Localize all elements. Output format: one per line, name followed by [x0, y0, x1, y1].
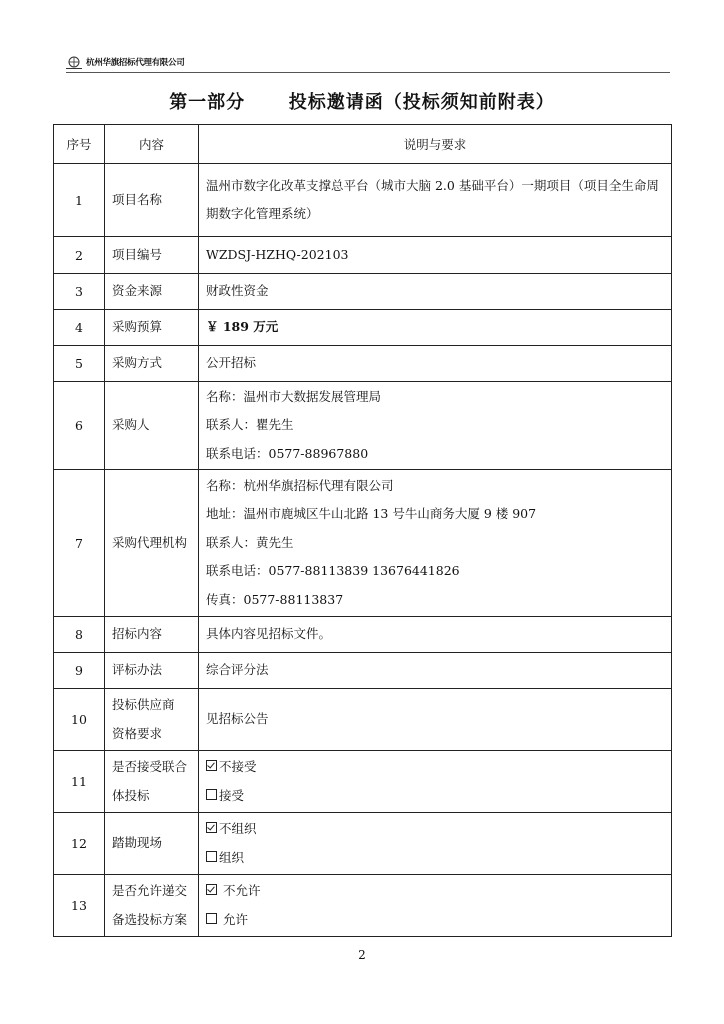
table-row	[54, 689, 672, 751]
page-title: 第一部分 投标邀请函（投标须知前附表）	[169, 92, 555, 113]
row-item-name	[105, 164, 199, 237]
column-header-content: 内容	[105, 125, 199, 164]
description-line: 综合评分法	[206, 662, 269, 678]
table-header-row	[54, 125, 672, 164]
item-name-line: 资格要求	[112, 725, 163, 741]
option-label: 不接受	[219, 759, 257, 774]
item-name-line: 是否接受联合	[112, 759, 188, 774]
checked-box-icon	[206, 822, 217, 833]
row-description	[199, 617, 672, 653]
description-line: 温州市数字化改革支撑总平台（城市大脑 2.0 基础平台）一期项目（项目全生命周期数字化管理系统）	[206, 178, 659, 221]
item-name-line: 采购预算	[112, 319, 163, 335]
description-line: 财政性资金	[206, 283, 269, 299]
description-line: 具体内容见招标文件。	[206, 626, 332, 642]
table-row	[54, 382, 672, 470]
option-line	[206, 877, 664, 906]
row-description	[199, 237, 672, 274]
unchecked-box-icon	[206, 789, 217, 800]
row-number: 9	[54, 653, 105, 689]
item-name-line: 踏勘现场	[112, 835, 163, 851]
item-name-line: 是否允许递交	[112, 883, 188, 898]
table-row	[54, 164, 672, 237]
table-row	[54, 813, 672, 875]
item-name-line: 项目编号	[112, 246, 163, 262]
option-line	[206, 753, 664, 782]
row-description	[199, 813, 672, 875]
option-line	[206, 906, 664, 935]
row-item-name	[105, 310, 199, 346]
table-row	[54, 751, 672, 813]
item-name-line: 采购方式	[112, 355, 163, 371]
description-line: ￥ 189 万元	[206, 319, 279, 335]
row-number: 13	[54, 875, 105, 937]
description-line: 联系人：黄先生	[206, 534, 294, 550]
row-item-name	[105, 751, 199, 813]
row-number: 8	[54, 617, 105, 653]
item-name-line: 资金来源	[112, 283, 163, 299]
row-number: 5	[54, 346, 105, 382]
unchecked-box-icon	[206, 913, 217, 924]
option-label: 组织	[219, 849, 245, 865]
item-name-line: 备选投标方案	[112, 911, 188, 927]
row-description	[199, 164, 672, 237]
item-name-line: 投标供应商	[112, 697, 175, 712]
option-label: 接受	[219, 787, 245, 803]
item-name-line: 评标办法	[112, 662, 163, 678]
option-line	[206, 844, 664, 873]
table-row	[54, 346, 672, 382]
row-number: 7	[54, 470, 105, 617]
row-description	[199, 382, 672, 470]
header-divider	[66, 72, 670, 73]
page-header	[66, 53, 184, 71]
company-logo-icon	[66, 55, 82, 69]
company-name: 杭州华旗招标代理有限公司	[86, 58, 185, 68]
bid-notice-table	[53, 124, 672, 937]
item-name-line: 招标内容	[112, 626, 163, 642]
row-item-name	[105, 470, 199, 617]
description-line: 公开招标	[206, 355, 257, 371]
row-number: 12	[54, 813, 105, 875]
table-row	[54, 310, 672, 346]
row-number: 4	[54, 310, 105, 346]
description-line: 联系人：瞿先生	[206, 417, 294, 433]
unchecked-box-icon	[206, 851, 217, 862]
description-line: 地址：温州市鹿城区牛山北路 13 号牛山商务大厦 9 楼 907	[206, 506, 537, 522]
item-name-line: 采购代理机构	[112, 534, 188, 550]
table-row	[54, 470, 672, 617]
page-number: 2	[358, 948, 366, 962]
row-item-name	[105, 346, 199, 382]
column-header-no: 序号	[54, 125, 105, 164]
table-row	[54, 875, 672, 937]
option-line	[206, 782, 664, 811]
row-item-name	[105, 617, 199, 653]
description-line: 传真：0577-88113837	[206, 591, 344, 607]
table-row	[54, 653, 672, 689]
row-number: 2	[54, 237, 105, 274]
checked-box-icon	[206, 884, 217, 895]
row-item-name	[105, 813, 199, 875]
row-description	[199, 653, 672, 689]
item-name-line: 采购人	[112, 417, 150, 433]
table-row	[54, 617, 672, 653]
row-description	[199, 310, 672, 346]
row-number: 6	[54, 382, 105, 470]
description-line: 名称：杭州华旗招标代理有限公司	[206, 477, 394, 493]
option-label: 不允许	[219, 883, 261, 898]
description-line: 见招标公告	[206, 711, 269, 727]
row-item-name	[105, 382, 199, 470]
row-number: 3	[54, 274, 105, 310]
checked-box-icon	[206, 760, 217, 771]
table-row	[54, 237, 672, 274]
row-item-name	[105, 274, 199, 310]
row-number: 11	[54, 751, 105, 813]
description-line: WZDSJ-HZHQ-202103	[206, 246, 349, 262]
description-line: 名称：温州市大数据发展管理局	[206, 388, 382, 404]
row-item-name	[105, 875, 199, 937]
option-label: 允许	[219, 911, 248, 927]
item-name-line: 项目名称	[112, 191, 163, 207]
item-name-line: 体投标	[112, 787, 150, 803]
row-number: 10	[54, 689, 105, 751]
row-description	[199, 346, 672, 382]
row-description	[199, 875, 672, 937]
row-description	[199, 751, 672, 813]
column-header-description: 说明与要求	[199, 125, 672, 164]
row-item-name	[105, 653, 199, 689]
row-description	[199, 470, 672, 617]
row-description	[199, 274, 672, 310]
row-description	[199, 689, 672, 751]
table-row	[54, 274, 672, 310]
row-item-name	[105, 237, 199, 274]
option-label: 不组织	[219, 821, 257, 836]
row-number: 1	[54, 164, 105, 237]
description-line: 联系电话：0577-88113839 13676441826	[206, 563, 460, 579]
option-line	[206, 815, 664, 844]
row-item-name	[105, 689, 199, 751]
description-line: 联系电话：0577-88967880	[206, 445, 369, 461]
